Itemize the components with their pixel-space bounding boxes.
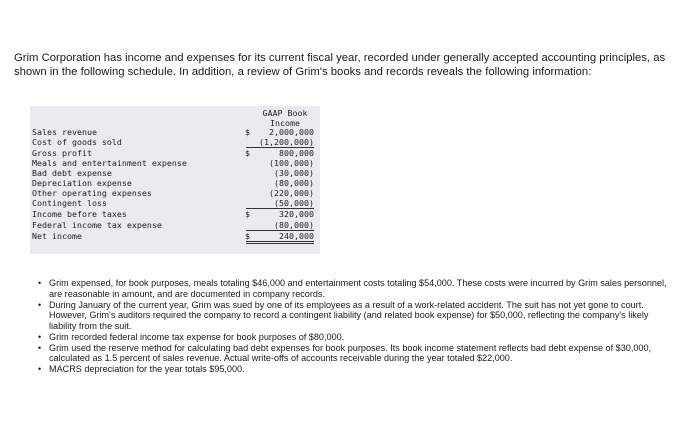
row-amount: (100,000) [269,158,314,168]
list-item-text: During January of the current year, Grim was sued by one of its employees as a result of a work-related accident. The suit has not yet gone to court. However, Grim's auditors required the company to record a contingent liability (and related book expense) for $50,000, reflecting the company's likely liability from the suit. [49,299,649,331]
bullet-icon: • [38,342,42,353]
schedule-row [30,220,320,230]
list-item-text: Grim expensed, for book purposes, meals totaling $46,000 and entertainment costs totaling $54,000. These costs were incurred by Grim sales personnel, are reasonable in amount, and are documented in company records. [49,278,667,299]
schedule-row [30,209,320,219]
row-currency: $ [245,209,250,219]
schedule-row [30,148,320,158]
row-currency: $ [245,127,250,137]
bullet-icon: • [38,299,42,310]
list-item-text: Grim used the reserve method for calculating bad debt expenses for book purposes. Its book income statement reflects bad debt expense of $30,000, calculated as 1.5 percent of sales revenue. Actual write-offs of accounts receivable during the year totaled $22,000. [49,342,652,363]
row-label: Gross profit [32,148,92,158]
row-label: Sales revenue [32,127,97,137]
list-item [38,278,678,299]
income-schedule [30,106,320,254]
bullet-icon: • [38,278,42,288]
row-amount: (50,000) [246,198,314,209]
bullet-icon: • [38,331,42,342]
schedule-row [30,188,320,198]
list-item [38,364,678,375]
schedule-row [30,231,320,241]
row-amount: 320,000 [279,209,314,219]
header-line-1: GAAP Book [262,108,308,118]
problem-intro: Grim Corporation has income and expenses for its current fiscal year, recorded under generally accepted accounting principles, as shown in the following schedule. In addition, a review of Grim's books and records reveals the following information: [14,52,666,78]
row-label: Contingent loss [32,198,107,208]
row-currency: $ [245,148,250,158]
schedule-row [30,137,320,147]
list-item [38,332,678,343]
schedule-row [30,198,320,208]
list-item-text: MACRS depreciation for the year totals $95,000. [49,364,245,374]
schedule-row [30,127,320,137]
row-amount: 800,000 [279,148,314,158]
schedule-row [30,158,320,168]
list-item-text: Grim recorded federal income tax expense for book purposes of $80,000. [49,331,345,342]
row-label: Cost of goods sold [32,137,122,147]
row-label: Bad debt expense [32,168,112,178]
schedule-column-header [254,108,316,128]
row-amount: (80,000) [246,220,314,231]
row-label: Meals and entertainment expense [32,158,187,168]
header-line-2: Income [270,118,300,128]
row-amount: (80,000) [274,178,314,188]
row-label: Income before taxes [32,209,127,219]
row-amount: (220,000) [269,188,314,198]
row-amount: (1,200,000) [246,137,314,148]
row-amount: 240,000 [246,231,314,244]
row-label: Depreciation expense [32,178,132,188]
row-amount: 2,000,000 [269,127,314,137]
row-label: Other operating expenses [32,188,152,198]
schedule-row [30,168,320,178]
facts-list [38,278,678,375]
bullet-icon: • [38,364,42,374]
list-item [38,300,678,332]
list-item [38,343,678,364]
row-amount: (30,000) [274,168,314,178]
schedule-row [30,178,320,188]
row-label: Federal income tax expense [32,220,162,230]
row-label: Net income [32,231,82,241]
row-currency: $ [245,231,250,241]
